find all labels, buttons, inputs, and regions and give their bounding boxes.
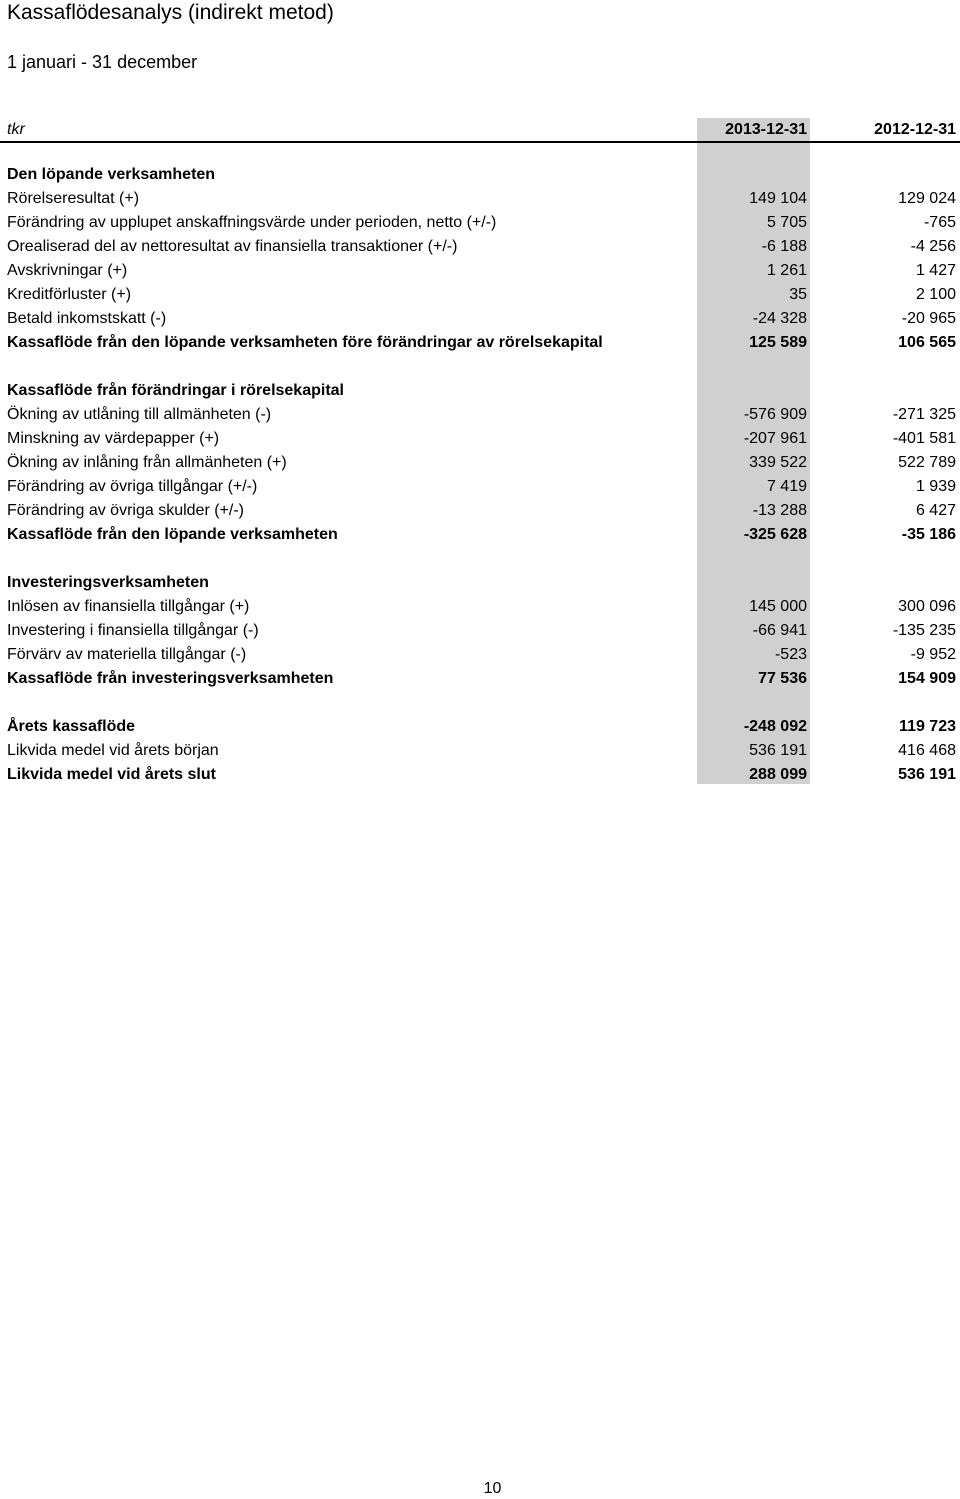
section-heading-label: Investeringsverksamheten — [7, 574, 209, 591]
value-2012: -4 256 — [910, 238, 956, 255]
row-label: Årets kassaflöde — [7, 718, 136, 735]
row-label: Förvärv av materiella tillgångar (-) — [7, 646, 247, 663]
value-2013: 339 522 — [749, 454, 807, 471]
section-heading — [0, 163, 960, 187]
value-2012: 416 468 — [898, 742, 956, 759]
table-row — [0, 211, 960, 235]
value-2013: 5 705 — [766, 214, 807, 231]
table-row — [0, 475, 960, 499]
row-label: Minskning av värdepapper (+) — [7, 430, 220, 447]
value-2012: 536 191 — [898, 766, 956, 783]
total-row — [0, 331, 960, 355]
row-label: Rörelseresultat (+) — [7, 190, 140, 207]
row-label: Ökning av inlåning från allmänheten (+) — [7, 454, 287, 471]
value-2013: 288 099 — [749, 766, 807, 783]
value-2012: -401 581 — [892, 430, 956, 447]
value-2013: 125 589 — [749, 334, 807, 351]
page-title: Kassaflödesanalys (indirekt metod) — [7, 1, 334, 24]
table-row — [0, 235, 960, 259]
value-2013: -576 909 — [743, 406, 807, 423]
header-divider — [0, 141, 960, 143]
total-row — [0, 523, 960, 547]
section-spacer — [0, 547, 960, 571]
value-2013: -207 961 — [743, 430, 807, 447]
value-2013: -523 — [774, 646, 807, 663]
table-row — [0, 499, 960, 523]
value-2013: 149 104 — [749, 190, 807, 207]
row-label: Förändring av övriga skulder (+/-) — [7, 502, 244, 519]
value-2013: 35 — [789, 286, 807, 303]
value-2012: 129 024 — [898, 190, 956, 207]
value-2012: 6 427 — [915, 502, 956, 519]
value-2012: 1 427 — [915, 262, 956, 279]
value-2013: 7 419 — [766, 478, 807, 495]
value-2012: 522 789 — [898, 454, 956, 471]
value-2012: -135 235 — [892, 622, 956, 639]
value-2012: -35 186 — [901, 526, 956, 543]
row-label: Likvida medel vid årets slut — [7, 766, 216, 783]
value-2012: 119 723 — [899, 718, 956, 735]
section-heading-label: Den löpande verksamheten — [7, 166, 216, 183]
row-label: Ökning av utlåning till allmänheten (-) — [7, 406, 272, 423]
table-row — [0, 619, 960, 643]
total-row — [0, 763, 960, 787]
section-heading — [0, 571, 960, 595]
value-2012: -9 952 — [910, 646, 956, 663]
value-2012: -765 — [923, 214, 956, 231]
row-label: Investering i finansiella tillgångar (-) — [7, 622, 259, 639]
value-2013: -66 941 — [752, 622, 807, 639]
row-label: Kassaflöde från den löpande verksamheten — [7, 526, 338, 543]
value-2013: 145 000 — [749, 598, 807, 615]
row-label: Kassaflöde från investeringsverksamheten — [7, 670, 334, 687]
table-row — [0, 643, 960, 667]
value-2012: 2 100 — [915, 286, 956, 303]
value-2012: 300 096 — [898, 598, 956, 615]
value-2012: 106 565 — [898, 334, 956, 351]
value-2012: 154 909 — [898, 670, 956, 687]
column-header-2013: 2013-12-31 — [725, 121, 807, 138]
row-label: Förändring av upplupet anskaffningsvärde under perioden, netto (+/-) — [7, 214, 497, 231]
page-number: 10 — [483, 1480, 502, 1497]
cashflow-table — [0, 163, 960, 787]
unit-label: tkr — [7, 121, 25, 138]
section-heading-label: Kassaflöde från förändringar i rörelsekapital — [7, 382, 344, 399]
row-label: Kassaflöde från den löpande verksamheten före förändringar av rörelsekapital — [7, 334, 603, 351]
table-row — [0, 403, 960, 427]
table-row — [0, 283, 960, 307]
table-row — [0, 595, 960, 619]
value-2012: -271 325 — [892, 406, 956, 423]
column-header-2012: 2012-12-31 — [874, 121, 956, 138]
value-2012: -20 965 — [901, 310, 956, 327]
period-subtitle: 1 januari - 31 december — [7, 52, 198, 72]
table-row — [0, 451, 960, 475]
table-row — [0, 427, 960, 451]
value-2013: 77 536 — [758, 670, 807, 687]
value-2013: -325 628 — [743, 526, 807, 543]
value-2012: 1 939 — [915, 478, 956, 495]
table-row — [0, 739, 960, 763]
row-label: Avskrivningar (+) — [7, 262, 128, 279]
section-spacer — [0, 355, 960, 379]
section-spacer — [0, 691, 960, 715]
row-label: Likvida medel vid årets början — [7, 742, 219, 759]
section-heading — [0, 379, 960, 403]
value-2013: -24 328 — [752, 310, 807, 327]
table-row — [0, 187, 960, 211]
row-label: Kreditförluster (+) — [7, 286, 132, 303]
row-label: Orealiserad del av nettoresultat av finansiella transaktioner (+/-) — [7, 238, 458, 255]
value-2013: -6 188 — [761, 238, 807, 255]
total-row — [0, 715, 960, 739]
table-row — [0, 307, 960, 331]
row-label: Inlösen av finansiella tillgångar (+) — [7, 598, 250, 615]
table-row — [0, 259, 960, 283]
value-2013: -248 092 — [743, 718, 807, 735]
value-2013: 536 191 — [749, 742, 807, 759]
value-2013: -13 288 — [752, 502, 807, 519]
total-row — [0, 667, 960, 691]
row-label: Betald inkomstskatt (-) — [7, 310, 167, 327]
value-2013: 1 261 — [766, 262, 807, 279]
row-label: Förändring av övriga tillgångar (+/-) — [7, 478, 258, 495]
